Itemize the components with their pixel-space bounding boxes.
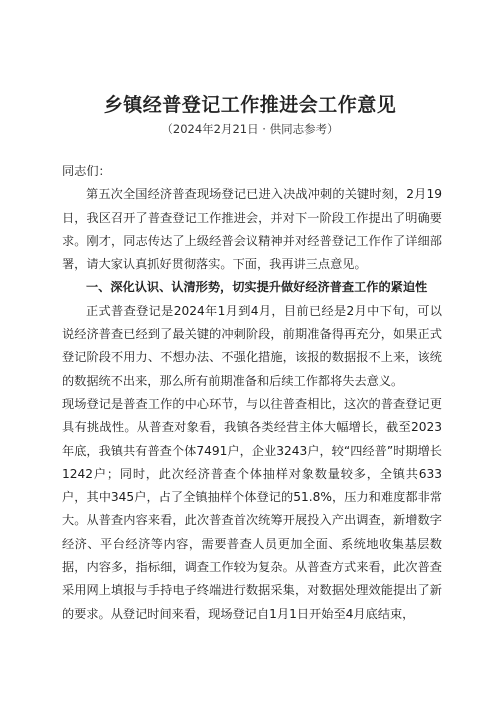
section-heading-1: 一、深化认识、认清形势，切实提升做好经济普查工作的紧迫性 — [86, 280, 428, 295]
paragraph-registration-challenges: 现场登记是普查工作的中心环节，与以往普查相比，这次的普查登记更具有挑战性。从普查对象看，我镇各类经营主体大幅增长，截至2023年底，我镇共有普查个体7491户，企业3243户，较“四经普”时期增长1242户；同时，此次经济普查个体抽样对象数量较多，全镇共633户，其中345户，占了全镇抽样个体登记的51.8%，压力和难度都非常大。从普查内容来看，此次普查首次统筹开展投入产出调查，新增数字经济、平台经济等内容，需要普查人员更加全面、系统地收集基层数据，内容多，指标细，调查工作较为复杂。从普查方式来看，此次普查采用网上填报与手持电子终端进行数据采集，对数据处理效能提出了新的要求。从登记时间来看，现场登记自1月1日开始至4月底结束， — [62, 396, 442, 621]
document-body — [62, 160, 442, 626]
paragraph-registration-period: 正式普查登记是2024年1月到4月，目前已经是2月中下旬，可以说经济普查已经到了最关键的冲刺阶段，前期准备得再充分，如果正式登记阶段不用力、不想办法、不强化措施，该报的数据报不上来，该统的数据统不出来，那么所有前期准备和后续工作都将失去意义。 — [62, 303, 442, 388]
greeting: 同志们： — [62, 164, 111, 178]
page-title: 乡镇经普登记工作推进会工作意见 — [103, 94, 397, 116]
page-subtitle: （2024年2月21日 · 供同志参考） — [161, 122, 339, 136]
paragraph-intro: 第五次全国经济普查现场登记已进入决战冲刺的关键时刻，2月19日，我区召开了普查登记工作推进会，并对下一阶段工作提出了明确要求。刚才，同志传达了上级经普会议精神并对经普登记工作作了详细部署，请大家认真抓好贯彻落实。下面，我再讲三点意见。 — [62, 187, 442, 272]
